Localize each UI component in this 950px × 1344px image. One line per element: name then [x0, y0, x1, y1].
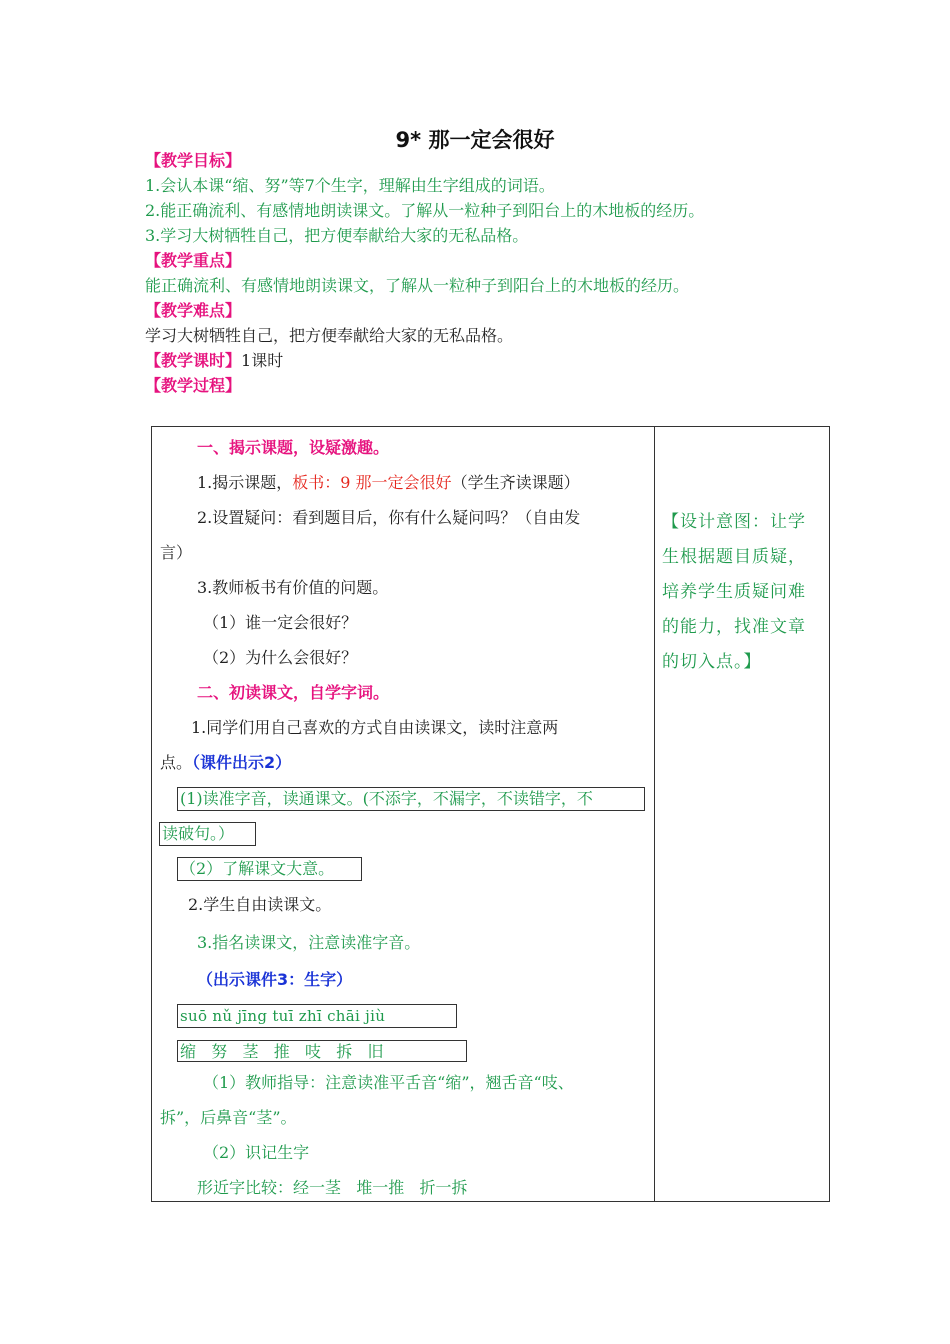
section-2-item-1: 1.同学们用自己喜欢的方式自由读课文，读时注意两 — [191, 718, 559, 737]
difficulty-heading: 【教学难点】 — [145, 301, 242, 320]
section-2-item-2: 2.学生自由读课文。 — [188, 895, 332, 914]
section-1-item-1 — [197, 471, 580, 495]
similar-characters: 形近字比较：经一茎 堆一推 折一拆 — [197, 1178, 468, 1197]
difficulty-text: 学习大树牺牲自己，把方便奉献给大家的无私品格。 — [145, 326, 514, 345]
key-heading: 【教学重点】 — [145, 251, 242, 270]
goal-3: 3.学习大树牺牲自己，把方便奉献给大家的无私品格。 — [145, 226, 529, 245]
question-1: （1）谁一定会很好？ — [203, 613, 358, 632]
s1-item1-lead: 1.揭示课题， — [197, 473, 293, 492]
teacher-guide: （1）教师指导：注意读准平舌音“缩”，翘舌音“吱、 — [203, 1073, 574, 1092]
goals-heading: 【教学目标】 — [145, 151, 242, 170]
section-2-item-3: 3.指名读课文，注意读准字音。 — [197, 933, 421, 952]
pinyin-box: suō nǔ jīng tuī zhī chāi jiù — [177, 1004, 457, 1028]
memorize-characters: （2）识记生字 — [203, 1143, 310, 1162]
goal-2: 2.能正确流利、有感情地朗读课文。了解从一粒种子到阳台上的木地板的经历。 — [145, 201, 705, 220]
section-1-item-2-cont: 言） — [160, 543, 193, 562]
s1-item1-tail: （学生齐读课题） — [451, 473, 580, 492]
section-2-heading: 二、初读课文，自学字词。 — [197, 683, 390, 702]
hours-line — [145, 349, 283, 373]
section-1-item-3: 3.教师板书有价值的问题。 — [197, 578, 389, 597]
hours-heading: 【教学课时】 — [145, 351, 242, 370]
s2-item1-tail: 点。 — [160, 753, 193, 772]
question-2: （2）为什么会很好？ — [203, 648, 358, 667]
table-column-divider — [654, 426, 655, 1202]
new-characters-box: 缩 努 茎 推 吱 拆 旧 — [177, 1040, 467, 1062]
key-text: 能正确流利、有感情地朗读课文，了解从一粒种子到阳台上的木地板的经历。 — [145, 276, 690, 295]
board-writing: 板书：9 那一定会很好 — [292, 473, 452, 492]
slide-3-note: （出示课件3：生字） — [197, 970, 353, 989]
reading-rule-box-1: (1)读准字音，读通课文。(不添字，不漏字，不读错字，不 — [177, 787, 645, 811]
page-title: 9* 那一定会很好 — [395, 128, 555, 152]
section-1-item-2: 2.设置疑问：看到题目后，你有什么疑问吗？（自由发 — [197, 508, 581, 527]
goal-1: 1.会认本课“缩、努”等7个生字，理解由生字组成的词语。 — [145, 176, 555, 195]
teacher-guide-cont: 拆”，后鼻音“茎”。 — [160, 1108, 297, 1127]
hours-text: 1课时 — [241, 351, 284, 370]
slide-2-note: （课件出示2） — [192, 753, 292, 772]
design-intent-note: 【设计意图：让学生根据题目质疑，培养学生质疑问难的能力，找准文章的切入点。】 — [662, 512, 806, 672]
reading-rule-box-1-cont: 读破句。） — [159, 822, 256, 846]
process-heading: 【教学过程】 — [145, 376, 242, 395]
section-2-item-1-cont — [160, 751, 291, 775]
reading-rule-box-2: （2）了解课文大意。 — [177, 857, 362, 881]
section-1-heading: 一、揭示课题，设疑激趣。 — [197, 438, 390, 457]
